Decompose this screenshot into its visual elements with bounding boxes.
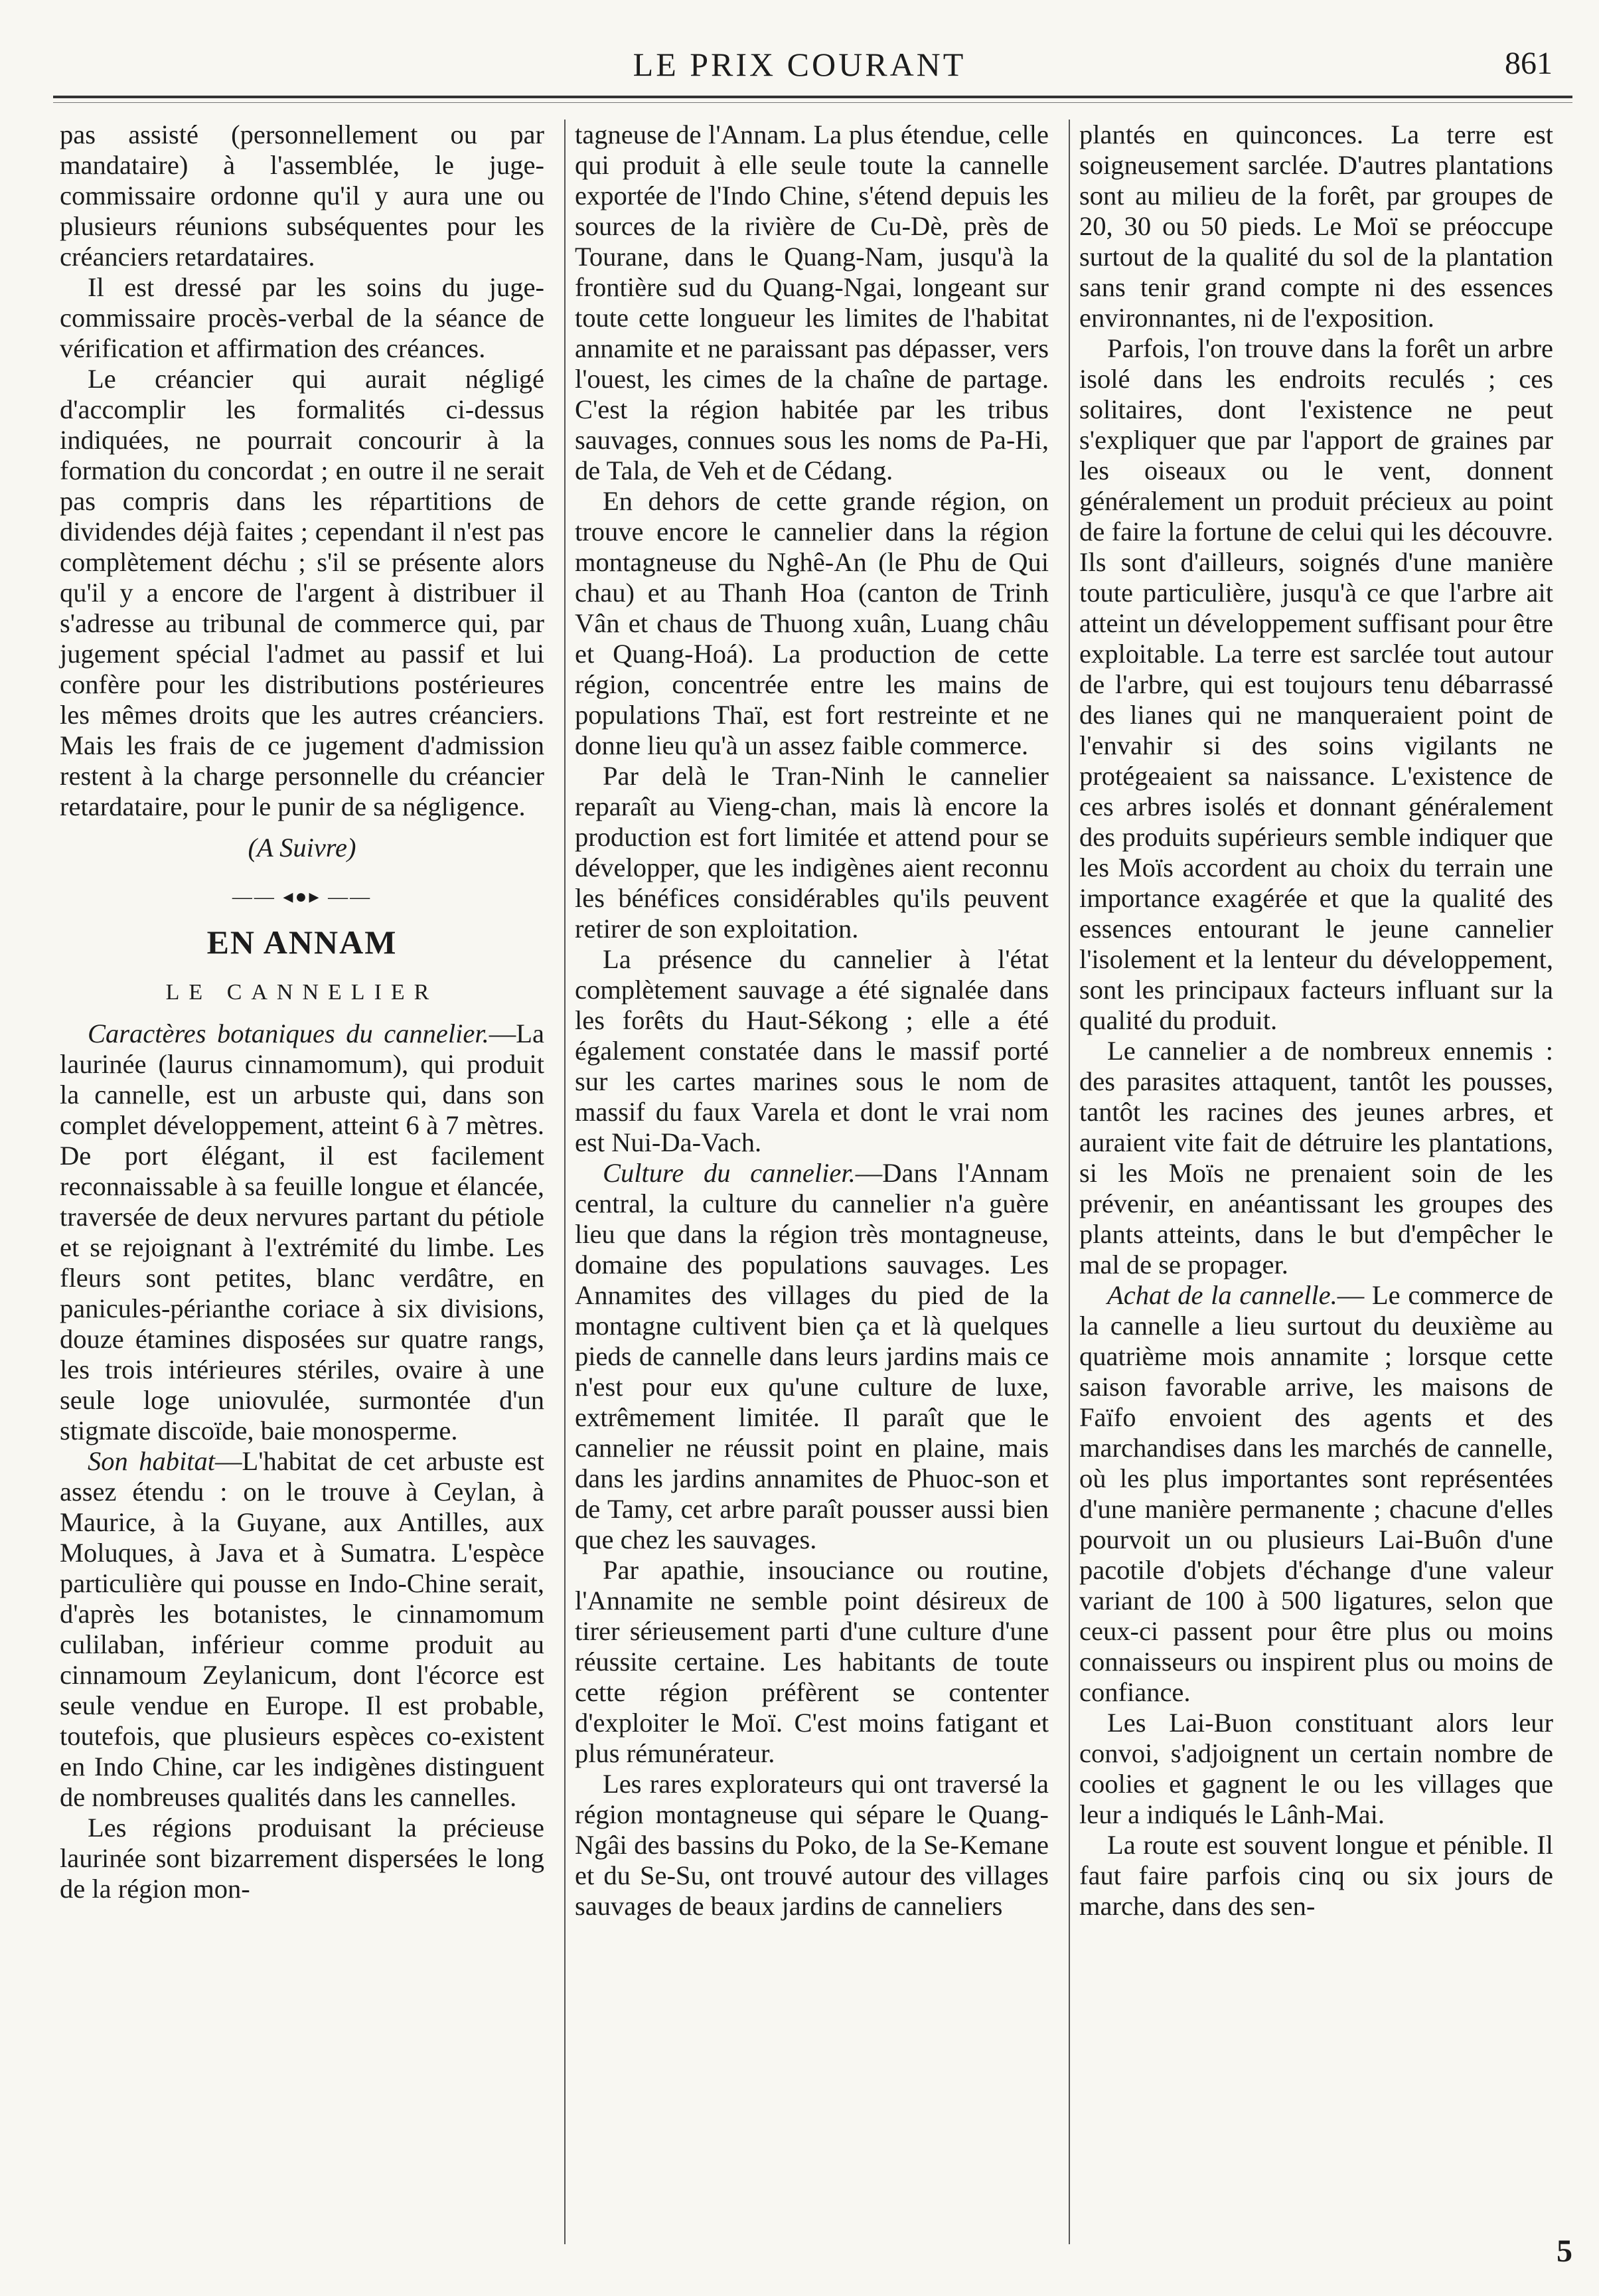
journal-title: LE PRIX COURANT (633, 46, 966, 83)
paragraph-text: —La laurinée (laurus cinnamomum), qui produit la cannelle, est un arbuste qui, dans son complet développement, atteint 6 à 7 mètres. De port élégant, il est facilement reconnaissable à sa feuille longue et élancée, traversée de deux nervures partant du pétiole et se rejoignant à l'extrémité du limbe. Les fleurs sont petites, blanc verdâtre, en panicules-périanthe coriace à six divisions, douze étamines disposées sur quatre rangs, les trois intérieures stériles, ovaire à une seule loge uniovulée, surmontée d'un stigmate discoïde, baie monosperme. (60, 1019, 544, 1445)
paragraph: Parfois, l'on trouve dans la forêt un arbre isolé dans les endroits reculés ; ces solitaires, dont l'existence ne peut s'expliquer que par l'apport de graines par les oiseaux ou le vent, donnent généralement un produit précieux au point de faire la fortune de celui qui les découvre. Ils sont d'ailleurs, soignés d'une manière toute particulière, jusqu'à ce que l'arbre ait atteint un développement suffisant pour être exploitable. La terre est sarclée tout autour de l'arbre, qui est toujours tenu débarrassé des lianes qui ne manqueraient point de l'envahir si des soins vigilants ne protégeaient sa naissance. L'existence de ces arbres isolés et donnant généralement des produits supérieurs semble indiquer que les Moïs accordent au choix du terrain une importance exagérée et que la qualité des essences entourant le jeune cannelier l'isolement et la lenteur du développement, sont les principaux facteurs influant sur la qualité du produit. (1079, 333, 1553, 1035)
paragraph (1079, 1280, 1553, 1708)
signature-mark: 5 (1557, 2234, 1572, 2269)
paragraph-text: —L'habitat de cet arbuste est assez étendu : on le trouve à Ceylan, à Maurice, à la Guyane, aux Antilles, aux Moluques, à Java et à Sumatra. L'espèce particulière qui pousse en Indo-Chine serait, d'après les botanistes, le cinnamomum culilaban, inférieur comme produit au cinnamoum Zeylanicum, dont l'écorce est seule vendue en Europe. Il est probable, toutefois, que plusieurs espèces co-existent en Indo Chine, car les indigènes distinguent de nombreuses qualités dans les cannelles. (60, 1446, 544, 1812)
paragraph (60, 1446, 544, 1813)
to-be-continued: (A Suivre) (248, 833, 356, 862)
ornament-divider: —— ◂●▸ —— (232, 886, 372, 908)
paragraph-label: Achat de la cannelle. (1107, 1280, 1337, 1310)
paragraph: La présence du cannelier à l'état complètement sauvage a été signalée dans les forêts du Haut-Sékong ; elle a été également constatée dans le massif porté sur les cartes marines sous le nom de massif du faux Varela et dont le vrai nom est Nui-Da-Vach. (575, 944, 1049, 1157)
paragraph-text: —Dans l'Annam central, la culture du cannelier n'a guère lieu que dans la région très montagneuse, domaine des populations sauvages. Les Annamites des villages du pied de la montagne cultivent bien ça et là quelques pieds de cannelle dans leurs jardins mais ce n'est pour eux qu'une culture de luxe, extrêmement limitée. Il paraît que le cannelier ne réussit point en plaine, mais dans les jardins annamites de Phuoc-son et de Tamy, cet arbre paraît pousser aussi bien que chez les sauvages. (575, 1158, 1049, 1554)
paragraph: Les rares explorateurs qui ont traversé la région montagneuse qui sépare le Quang-Ngâi des bassins du Poko, de la Se-Kemane et du Se-Su, ont trouvé autour des villages sauvages de beaux jardins de canneliers (575, 1769, 1049, 1921)
paragraph: La route est souvent longue et pénible. Il faut faire parfois cinq ou six jours de marche, dans des sen- (1079, 1830, 1553, 1921)
section-subtitle: LE CANNELIER (165, 980, 439, 1005)
article-columns (60, 120, 1553, 2244)
paragraph: Par delà le Tran-Ninh le cannelier reparaît au Vieng-chan, mais là encore la production est fort limitée et attend pour se développer, que les indigènes aient reconnu les bénéfices considérables qu'ils peuvent retirer de son exploitation. (575, 761, 1049, 943)
header-rule (53, 96, 1572, 103)
page-header (0, 40, 1599, 86)
paragraph-label: Caractères botaniques du cannelier. (88, 1019, 489, 1048)
paragraph: Le créancier qui aurait négligé d'accomplir les formalités ci-dessus indiquées, ne pourrait concourir à la formation du concordat ; en outre il ne serait pas compris dans les répartitions de dividendes déjà faites ; cependant il n'est pas complètement déchu ; s'il se présente alors qu'il y a encore de l'argent à distribuer il s'adresse au tribunal de commerce qui, par jugement spécial l'admet au passif et lui confère pour les distributions postérieures les mêmes droits que les autres créanciers. Mais les frais de ce jugement d'admission restent à la charge personnelle du créancier retardataire, pour le punir de sa négligence. (60, 364, 544, 821)
paragraph-label: Son habitat (88, 1446, 215, 1476)
paragraph: Les Lai-Buon constituant alors leur convoi, s'adjoignent un certain nombre de coolies et gagnent le ou les villages que leur a indiqués le Lânh-Mai. (1079, 1708, 1553, 1829)
paragraph: Le cannelier a de nombreux ennemis : des parasites attaquent, tantôt les pousses, tantôt les racines des jeunes arbres, et auraient vite fait de détruire les plantations, si les Moïs ne prenaient soin de les prévenir, en anéantissant les groupes des plants atteints, dans le but d'empêcher le mal de se propager. (1079, 1036, 1553, 1279)
paragraph: Par apathie, insouciance ou routine, l'Annamite ne semble point désireux de tirer sérieusement parti d'une culture d'une réussite certaine. Les habitants de toute cette région préfèrent se contenter d'exploiter le Moï. C'est moins fatigant et plus rémunérateur. (575, 1555, 1049, 1768)
paragraph (575, 1158, 1049, 1555)
paragraph-text: — Le commerce de la cannelle a lieu surtout du deuxième au quatrième mois annamite ; lorsque cette saison favorable arrive, les maisons de Faïfo envoient des agents et des marchandises dans les marchés de cannelle, où les plus importantes sont représentées d'une manière permanente ; chacune d'elles pourvoit un ou plusieurs Lai-Buôn d'une pacotile d'objets d'échange d'une valeur variant de 100 à 500 ligatures, selon que ceux-ci passent pour être plus ou moins connaisseurs ou inspirent plus ou moins de confiance. (1079, 1280, 1553, 1707)
paragraph: plantés en quinconces. La terre est soigneusement sarclée. D'autres plantations sont au milieu de la forêt, par groupes de 20, 30 ou 50 pieds. Le Moï se préoccupe surtout de la qualité du sol de la plantation sans tenir grand compte ni des essences environnantes, ni de l'exposition. (1079, 120, 1553, 333)
paragraph: Il est dressé par les soins du juge-commissaire procès-verbal de la séance de vérification et affirmation des créances. (60, 272, 544, 363)
paragraph-label: Culture du cannelier. (603, 1158, 856, 1188)
paragraph (60, 1019, 544, 1446)
paragraph: pas assisté (personnellement ou par mandataire) à l'assemblée, le juge-commissaire ordonne qu'il y aura une ou plusieurs réunions subséquentes pour les créanciers retardataires. (60, 120, 544, 272)
paragraph: Les régions produisant la précieuse laurinée sont bizarrement dispersées le long de la région mon- (60, 1813, 544, 1904)
column-1 (60, 120, 544, 2244)
paragraph: En dehors de cette grande région, on trouve encore le cannelier dans la région montagneuse du Nghê-An (le Phu de Qui chau) et au Thanh Hoa (canton de Trinh Vân et chaus de Thuong xuân, Luang châu et Quang-Hoá). La production de cette région, concentrée entre les mains de populations Thaï, est fort restreinte et ne donne lieu qu'à un assez faible commerce. (575, 486, 1049, 760)
column-3 (1069, 120, 1553, 2244)
paragraph: tagneuse de l'Annam. La plus étendue, celle qui produit à elle seule toute la cannelle exportée de l'Indo Chine, s'étend depuis les sources de la rivière de Cu-Dè, près de Tourane, dans le Quang-Nam, jusqu'à la frontière sud du Quang-Ngai, longeant sur toute cette longueur les limites de l'habitat annamite et ne paraissant pas dépasser, vers l'ouest, les cimes de la chaîne de partage. C'est la région habitée par les tribus sauvages, connues sous les noms de Pa-Hi, de Tala, de Veh et de Cédang. (575, 120, 1049, 485)
section-title: EN ANNAM (206, 924, 398, 961)
column-2 (564, 120, 1049, 2244)
page-number: 861 (1505, 46, 1553, 81)
